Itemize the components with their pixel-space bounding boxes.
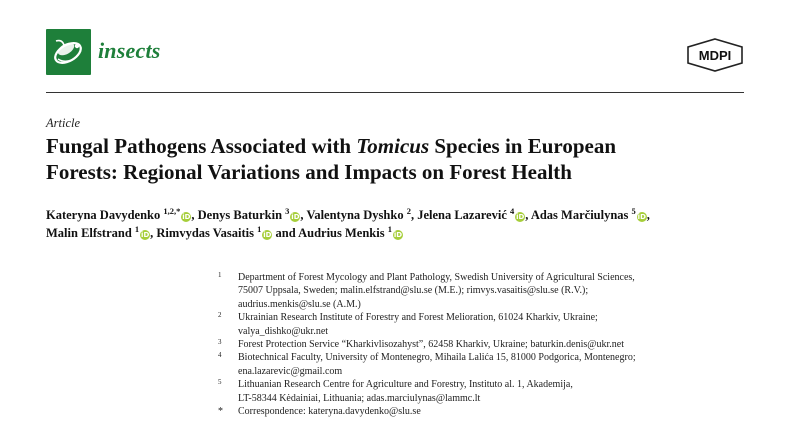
author: Adas Marčiulynas $^5$iD, — [530, 205, 650, 222]
publisher-name: MDPI — [698, 48, 732, 63]
orcid-icon[interactable]: iD — [141, 231, 150, 239]
affiliation-item — [218, 405, 758, 418]
orcid-icon[interactable]: iD — [637, 213, 646, 221]
title-genus: Tomicus — [356, 134, 430, 158]
author: Malin Elfstrand $^1$iD, — [46, 223, 157, 240]
author-affiliation-ref: 2 — [406, 205, 411, 216]
header-divider — [46, 92, 744, 93]
insect-logo-icon — [46, 29, 91, 75]
affiliation-line: ena.lazarevic@gmail.com — [238, 365, 343, 377]
author-name[interactable]: Adas Marčiulynas — [530, 208, 629, 222]
orcid-icon[interactable]: iD — [291, 213, 300, 221]
journal-logo — [46, 29, 91, 75]
orcid-icon[interactable]: iD — [516, 213, 525, 221]
author-affiliation-ref: 1 — [257, 223, 262, 234]
affiliation-line: Department of Forest Mycology and Plant Pathology, Swedish University of Agricultural Sciences, — [238, 272, 635, 283]
author-affiliation-ref: 4 — [510, 205, 515, 216]
author: Valentyna Dyshko $^2$, — [306, 205, 418, 222]
affiliation-number: 2 — [218, 311, 222, 320]
affiliation-line: Ukrainian Research Institute of Forestry and Forest Melioration, 61024 Kharkiv, Ukraine; — [238, 312, 598, 324]
affiliation-item — [218, 351, 758, 378]
orcid-icon[interactable]: iD — [393, 231, 403, 239]
author-affiliation-ref: 3 — [285, 205, 290, 216]
affiliation-item — [218, 271, 758, 311]
affiliation-number: 1 — [218, 271, 222, 279]
publisher-logo — [686, 38, 744, 72]
affiliation-number: 3 — [218, 338, 222, 347]
article-title — [46, 133, 756, 185]
affiliation-line: LT-58344 Kėdainiai, Lithuania; adas.marciulynas@lammc.lt — [238, 392, 481, 404]
author-name[interactable]: Kateryna Davydenko — [46, 208, 161, 222]
title-line-2: Forests: Regional Variations and Impacts on Forest Health — [46, 160, 572, 184]
journal-name: insects — [98, 38, 161, 63]
affiliation-number: 5 — [218, 378, 222, 387]
affiliation-line: audrius.menkis@slu.se (A.M.) — [238, 298, 361, 310]
affiliation-line: Lithuanian Research Centre for Agriculture and Forestry, Instituto al. 1, Akademija, — [238, 379, 573, 391]
author — [298, 223, 403, 240]
affiliation-line: Biotechnical Faculty, University of Montenegro, Mihaila Lalića 15, 81000 Podgorica, Montenegro; — [238, 352, 636, 364]
author-name[interactable]: Denys Baturkin — [197, 208, 283, 222]
author-affiliation-ref: 1 — [134, 223, 140, 234]
author-affiliation-ref: 5 — [631, 205, 636, 216]
author-affiliation-ref: 1 — [387, 223, 392, 234]
article-type: Article — [46, 116, 81, 130]
orcid-icon[interactable]: iD — [263, 231, 272, 239]
page-header — [0, 0, 789, 96]
author-name[interactable]: Rimvydas Vasaitis — [156, 226, 255, 240]
author-affiliation-ref: 1,2,* — [163, 205, 181, 216]
affiliation-number: 4 — [218, 351, 222, 360]
affiliation-list — [218, 271, 758, 418]
author: Rimvydas Vasaitis $^1$iD and — [156, 223, 299, 240]
affiliation-item — [218, 378, 758, 405]
author-name[interactable]: Valentyna Dyshko — [306, 208, 404, 222]
affiliation-line: Correspondence: kateryna.davydenko@slu.se — [238, 406, 421, 418]
author-list — [46, 206, 766, 242]
author-name[interactable]: Jelena Lazarević — [417, 208, 507, 222]
title-part: Species in European — [429, 134, 617, 158]
affiliation-item — [218, 311, 758, 338]
affiliation-line: 75007 Uppsala, Sweden; malin.elfstrand@slu.se (M.E.); rimvys.vasaitis@slu.se (R.V.); — [238, 285, 589, 297]
author: Jelena Lazarević $^4$iD, — [417, 205, 531, 222]
orcid-icon[interactable]: iD — [182, 213, 191, 221]
title-part: Fungal Pathogens Associated with — [46, 134, 357, 158]
affiliation-line: valya_dishko@ukr.net — [238, 325, 329, 337]
author-name[interactable]: Audrius Menkis — [298, 226, 385, 240]
author: Denys Baturkin $^3$iD, — [197, 205, 307, 222]
author-name[interactable]: Malin Elfstrand — [46, 226, 132, 240]
author: Kateryna Davydenko $^{1,2,*}$iD, — [46, 205, 198, 222]
affiliation-item — [218, 338, 758, 351]
affiliation-number: * — [218, 406, 223, 418]
affiliation-line: Forest Protection Service “Kharkivlisozahyst”, 62458 Kharkiv, Ukraine; baturkin.denis@ukr.net — [238, 339, 624, 351]
